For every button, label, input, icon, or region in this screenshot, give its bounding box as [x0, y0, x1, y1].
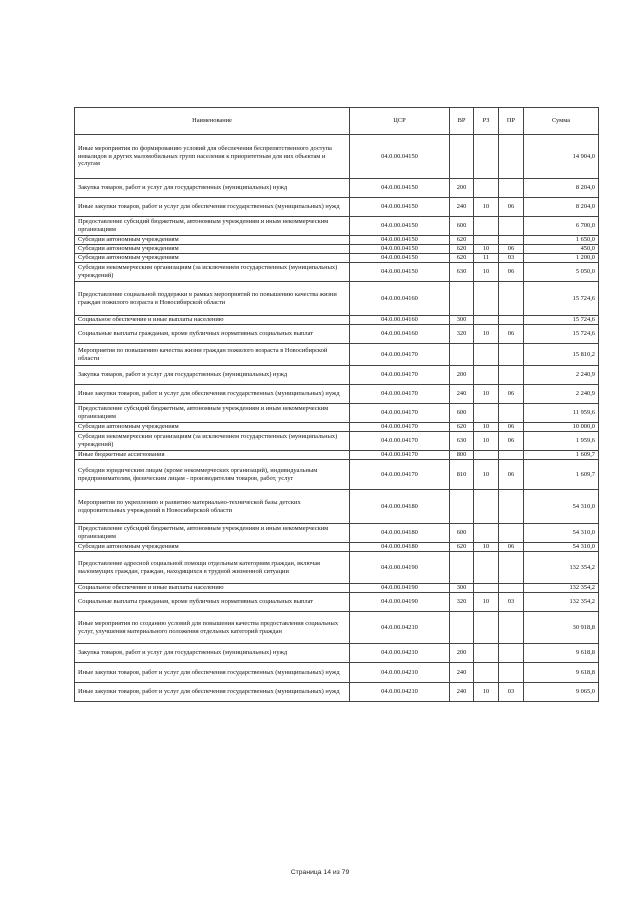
cell-name: Мероприятия по повышению качества жизни граждан пожилого возраста в Новосибирской области — [75, 344, 350, 366]
cell-name: Иные мероприятия по созданию условий для повышения качества предоставления социальных услуг, улучшения материального положения отдельных категорий граждан — [75, 612, 350, 644]
table-row — [75, 612, 599, 644]
cell-rz: 10 — [474, 263, 499, 282]
cell-name: Субсидии автономным учреждениям — [75, 236, 350, 245]
cell-sum: 15 810,2 — [524, 344, 599, 366]
cell-pr: 06 — [499, 245, 524, 254]
cell-sum: 1 959,6 — [524, 432, 599, 451]
header-csr: ЦСР — [350, 108, 450, 135]
cell-pr — [499, 344, 524, 366]
table-row — [75, 490, 599, 524]
page-number: Страница 14 из 79 — [290, 869, 350, 876]
cell-name: Субсидии автономным учреждениям — [75, 543, 350, 552]
cell-csr: 04.0.00.04170 — [350, 344, 450, 366]
cell-sum: 1 609,7 — [524, 460, 599, 490]
cell-rz: 10 — [474, 683, 499, 702]
cell-rz: 11 — [474, 254, 499, 263]
cell-csr: 04.0.00.04150 — [350, 198, 450, 217]
table-row — [75, 325, 599, 344]
cell-csr: 04.0.00.04150 — [350, 263, 450, 282]
cell-csr: 04.0.00.04180 — [350, 524, 450, 543]
cell-vr: 600 — [450, 524, 474, 543]
cell-pr: 06 — [499, 198, 524, 217]
cell-pr: 03 — [499, 254, 524, 263]
cell-sum: 132 354,2 — [524, 593, 599, 612]
cell-sum: 1 200,0 — [524, 254, 599, 263]
cell-csr: 04.0.00.04150 — [350, 135, 450, 179]
cell-sum: 14 904,0 — [524, 135, 599, 179]
table-row — [75, 423, 599, 432]
cell-name: Субсидии юридическим лицам (кроме некоммерческих организаций), индивидуальным предпринимателям, физическим лицам - производителям товаров, работ, услуг — [75, 460, 350, 490]
cell-vr: 240 — [450, 663, 474, 683]
table-row — [75, 236, 599, 245]
cell-pr: 06 — [499, 543, 524, 552]
table-row — [75, 316, 599, 325]
cell-pr: 06 — [499, 325, 524, 344]
cell-rz — [474, 316, 499, 325]
cell-pr — [499, 366, 524, 385]
cell-rz — [474, 490, 499, 524]
cell-rz: 10 — [474, 385, 499, 404]
cell-rz — [474, 282, 499, 316]
cell-sum: 15 724,6 — [524, 316, 599, 325]
cell-sum: 1 650,0 — [524, 236, 599, 245]
cell-vr: 200 — [450, 644, 474, 663]
table-row — [75, 451, 599, 460]
cell-vr: 300 — [450, 584, 474, 593]
cell-pr: 06 — [499, 263, 524, 282]
cell-sum: 132 354,2 — [524, 552, 599, 584]
cell-sum: 8 204,0 — [524, 198, 599, 217]
cell-csr: 04.0.00.04180 — [350, 543, 450, 552]
header-sum: Сумма — [524, 108, 599, 135]
table-row — [75, 245, 599, 254]
cell-csr: 04.0.00.04170 — [350, 432, 450, 451]
cell-pr — [499, 217, 524, 236]
cell-sum: 5 050,0 — [524, 263, 599, 282]
cell-vr — [450, 490, 474, 524]
cell-name: Социальное обеспечение и иные выплаты населению — [75, 584, 350, 593]
cell-pr — [499, 282, 524, 316]
cell-rz — [474, 404, 499, 423]
cell-csr: 04.0.00.04150 — [350, 236, 450, 245]
cell-csr: 04.0.00.04210 — [350, 683, 450, 702]
cell-rz — [474, 644, 499, 663]
cell-name: Мероприятия по укреплению и развитию материально-технической базы детских оздоровительных учреждений в Новосибирской области — [75, 490, 350, 524]
table-row — [75, 460, 599, 490]
cell-csr: 04.0.00.04180 — [350, 490, 450, 524]
cell-vr — [450, 344, 474, 366]
cell-rz — [474, 612, 499, 644]
cell-sum: 54 310,0 — [524, 490, 599, 524]
cell-csr: 04.0.00.04160 — [350, 325, 450, 344]
cell-name: Иные бюджетные ассигнования — [75, 451, 350, 460]
cell-vr: 800 — [450, 451, 474, 460]
header-pr: ПР — [499, 108, 524, 135]
cell-pr: 03 — [499, 593, 524, 612]
table-row — [75, 543, 599, 552]
cell-sum: 54 310,0 — [524, 524, 599, 543]
cell-rz: 10 — [474, 432, 499, 451]
cell-rz: 10 — [474, 460, 499, 490]
cell-vr — [450, 282, 474, 316]
table-row — [75, 135, 599, 179]
budget-table — [74, 107, 599, 702]
cell-csr: 04.0.00.04150 — [350, 217, 450, 236]
table-row — [75, 344, 599, 366]
cell-vr: 240 — [450, 198, 474, 217]
cell-rz: 10 — [474, 245, 499, 254]
cell-csr: 04.0.00.04170 — [350, 423, 450, 432]
cell-csr: 04.0.00.04170 — [350, 451, 450, 460]
cell-name: Иные закупки товаров, работ и услуг для обеспечения государственных (муниципальных) нужд — [75, 683, 350, 702]
cell-vr: 620 — [450, 236, 474, 245]
cell-name: Иные мероприятия по формированию условий для обеспечения беспрепятственного доступа инвалидов и других маломобильных групп населения к приоритетным для них объектам и услугам — [75, 135, 350, 179]
table-row — [75, 644, 599, 663]
cell-csr: 04.0.00.04170 — [350, 366, 450, 385]
cell-vr: 240 — [450, 683, 474, 702]
cell-rz — [474, 366, 499, 385]
cell-pr: 06 — [499, 460, 524, 490]
cell-sum: 2 240,9 — [524, 385, 599, 404]
cell-sum: 8 204,0 — [524, 179, 599, 198]
table-row — [75, 683, 599, 702]
cell-rz — [474, 451, 499, 460]
cell-pr: 06 — [499, 432, 524, 451]
cell-pr — [499, 612, 524, 644]
cell-rz — [474, 344, 499, 366]
cell-name: Социальное обеспечение и иные выплаты населению — [75, 316, 350, 325]
table-row — [75, 263, 599, 282]
table-row — [75, 217, 599, 236]
cell-csr: 04.0.00.04160 — [350, 316, 450, 325]
cell-vr: 630 — [450, 432, 474, 451]
cell-csr: 04.0.00.04150 — [350, 254, 450, 263]
cell-pr — [499, 663, 524, 683]
cell-sum: 9 065,0 — [524, 683, 599, 702]
cell-sum: 1 609,7 — [524, 451, 599, 460]
cell-name: Иные закупки товаров, работ и услуг для обеспечения государственных (муниципальных) нужд — [75, 663, 350, 683]
cell-rz: 10 — [474, 543, 499, 552]
cell-pr — [499, 316, 524, 325]
cell-sum: 9 618,8 — [524, 663, 599, 683]
cell-vr: 240 — [450, 385, 474, 404]
cell-rz — [474, 236, 499, 245]
cell-pr — [499, 404, 524, 423]
cell-vr: 200 — [450, 179, 474, 198]
cell-pr: 06 — [499, 385, 524, 404]
header-vr: ВР — [450, 108, 474, 135]
cell-csr: 04.0.00.04190 — [350, 552, 450, 584]
cell-name: Субсидии автономным учреждениям — [75, 254, 350, 263]
cell-pr: 03 — [499, 683, 524, 702]
cell-vr: 630 — [450, 263, 474, 282]
cell-sum: 6 700,0 — [524, 217, 599, 236]
cell-csr: 04.0.00.04170 — [350, 385, 450, 404]
cell-name: Закупка товаров, работ и услуг для государственных (муниципальных) нужд — [75, 644, 350, 663]
cell-sum: 450,0 — [524, 245, 599, 254]
cell-csr: 04.0.00.04210 — [350, 663, 450, 683]
table-row — [75, 524, 599, 543]
cell-name: Иные закупки товаров, работ и услуг для обеспечения государственных (муниципальных) нужд — [75, 385, 350, 404]
cell-name: Социальные выплаты гражданам, кроме публичных нормативных социальных выплат — [75, 325, 350, 344]
table-row — [75, 593, 599, 612]
cell-sum: 132 354,2 — [524, 584, 599, 593]
cell-vr: 300 — [450, 316, 474, 325]
cell-pr — [499, 236, 524, 245]
cell-csr: 04.0.00.04150 — [350, 245, 450, 254]
cell-rz — [474, 552, 499, 584]
cell-csr: 04.0.00.04190 — [350, 593, 450, 612]
cell-sum: 10 000,0 — [524, 423, 599, 432]
table-row — [75, 404, 599, 423]
cell-vr: 620 — [450, 423, 474, 432]
cell-name: Иные закупки товаров, работ и услуг для обеспечения государственных (муниципальных) нужд — [75, 198, 350, 217]
table-row — [75, 584, 599, 593]
table-row — [75, 282, 599, 316]
table-row — [75, 385, 599, 404]
cell-pr — [499, 644, 524, 663]
cell-vr: 620 — [450, 254, 474, 263]
cell-pr — [499, 552, 524, 584]
cell-name: Предоставление субсидий бюджетным, автономным учреждениям и иным некоммерческим организациям — [75, 217, 350, 236]
table-row — [75, 663, 599, 683]
cell-csr: 04.0.00.04170 — [350, 404, 450, 423]
cell-name: Закупка товаров, работ и услуг для государственных (муниципальных) нужд — [75, 366, 350, 385]
cell-rz — [474, 217, 499, 236]
header-rz: РЗ — [474, 108, 499, 135]
cell-sum: 2 240,9 — [524, 366, 599, 385]
cell-pr — [499, 179, 524, 198]
cell-name: Предоставление адресной социальной помощи отдельным категориям граждан, включая малоимущих граждан, граждан, находящихся в трудной жизненной ситуации — [75, 552, 350, 584]
cell-name: Предоставление субсидий бюджетным, автономным учреждениям и иным некоммерческим организациям — [75, 404, 350, 423]
table-row — [75, 198, 599, 217]
cell-vr: 600 — [450, 404, 474, 423]
cell-name: Субсидии автономным учреждениям — [75, 423, 350, 432]
cell-name: Субсидии некоммерческим организациям (за исключением государственных (муниципальных) учреждений) — [75, 263, 350, 282]
cell-pr: 06 — [499, 423, 524, 432]
table-row — [75, 432, 599, 451]
cell-sum: 15 724,6 — [524, 282, 599, 316]
cell-name: Субсидии автономным учреждениям — [75, 245, 350, 254]
cell-name: Предоставление субсидий бюджетным, автономным учреждениям и иным некоммерческим организациям — [75, 524, 350, 543]
cell-rz: 10 — [474, 325, 499, 344]
cell-csr: 04.0.00.04160 — [350, 282, 450, 316]
cell-sum: 54 310,0 — [524, 543, 599, 552]
cell-vr — [450, 552, 474, 584]
table-header-row — [75, 108, 599, 135]
cell-rz — [474, 584, 499, 593]
cell-vr — [450, 135, 474, 179]
header-name: Наименование — [75, 108, 350, 135]
cell-rz: 10 — [474, 198, 499, 217]
cell-vr: 200 — [450, 366, 474, 385]
table-row — [75, 552, 599, 584]
cell-sum: 30 918,8 — [524, 612, 599, 644]
cell-sum: 11 959,6 — [524, 404, 599, 423]
cell-csr: 04.0.00.04170 — [350, 460, 450, 490]
cell-rz — [474, 524, 499, 543]
cell-sum: 15 724,6 — [524, 325, 599, 344]
cell-sum: 9 618,8 — [524, 644, 599, 663]
cell-csr: 04.0.00.04210 — [350, 612, 450, 644]
table-row — [75, 366, 599, 385]
cell-rz — [474, 179, 499, 198]
cell-pr — [499, 490, 524, 524]
cell-vr — [450, 612, 474, 644]
cell-csr: 04.0.00.04150 — [350, 179, 450, 198]
cell-vr: 320 — [450, 325, 474, 344]
table-row — [75, 254, 599, 263]
cell-name: Закупка товаров, работ и услуг для государственных (муниципальных) нужд — [75, 179, 350, 198]
cell-name: Предоставление социальной поддержки в рамках мероприятий по повышению качества жизни граждан пожилого возраста в Новосибирской области — [75, 282, 350, 316]
cell-pr — [499, 524, 524, 543]
cell-vr: 320 — [450, 593, 474, 612]
cell-vr: 600 — [450, 217, 474, 236]
cell-rz: 10 — [474, 593, 499, 612]
cell-pr — [499, 584, 524, 593]
table-row — [75, 179, 599, 198]
cell-pr — [499, 135, 524, 179]
cell-name: Субсидии некоммерческим организациям (за исключением государственных (муниципальных) учреждений) — [75, 432, 350, 451]
cell-rz — [474, 663, 499, 683]
cell-pr — [499, 451, 524, 460]
cell-csr: 04.0.00.04190 — [350, 584, 450, 593]
table-body — [75, 135, 599, 702]
cell-rz — [474, 135, 499, 179]
cell-rz: 10 — [474, 423, 499, 432]
cell-vr: 810 — [450, 460, 474, 490]
cell-vr: 620 — [450, 543, 474, 552]
cell-vr: 620 — [450, 245, 474, 254]
cell-name: Социальные выплаты гражданам, кроме публичных нормативных социальных выплат — [75, 593, 350, 612]
cell-csr: 04.0.00.04210 — [350, 644, 450, 663]
